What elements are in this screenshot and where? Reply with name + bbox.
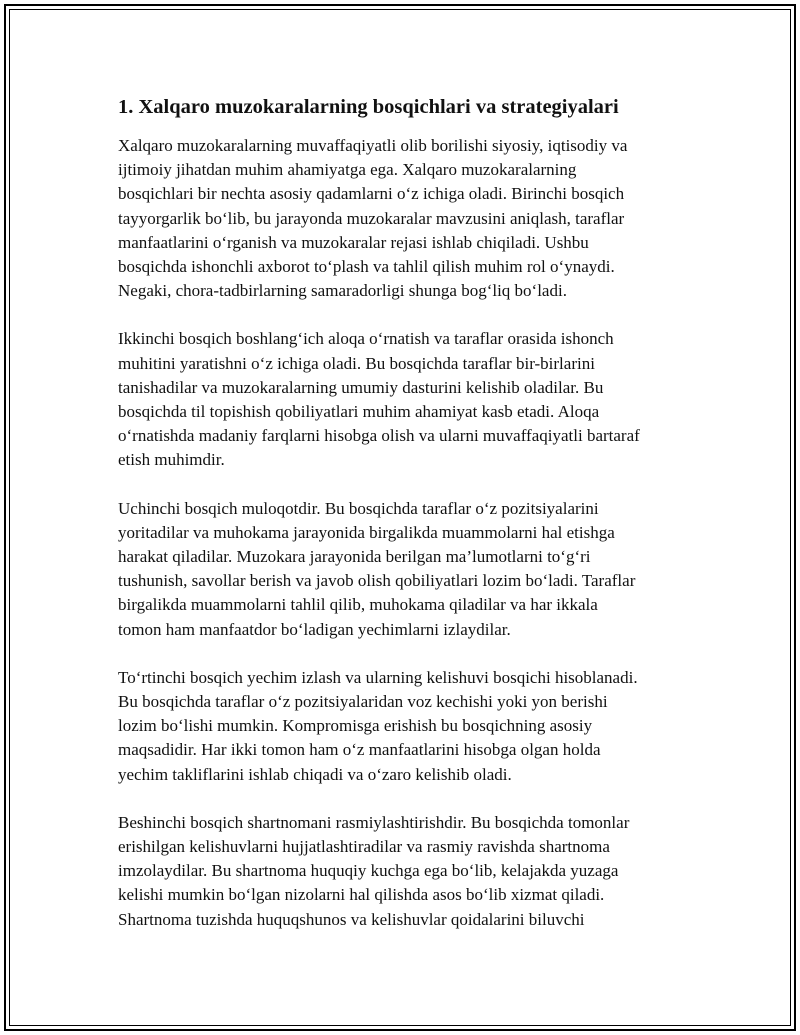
paragraph-line: Bu bosqichda taraflar o‘z pozitsiyalaridan voz kechishi yoki yon berishi <box>118 692 608 712</box>
paragraph-2 <box>118 327 698 472</box>
paragraphs-container <box>118 134 698 932</box>
paragraph-line: birgalikda muammolarni tahlil qilib, muhokama qiladilar va har ikkala <box>118 595 598 615</box>
paragraph-5 <box>118 811 698 932</box>
paragraph-line: etish muhimdir. <box>118 450 225 470</box>
paragraph-line: maqsadidir. Har ikki tomon ham o‘z manfaatlarini hisobga olgan holda <box>118 740 601 760</box>
paragraph-line: Beshinchi bosqich shartnomani rasmiylashtirishdir. Bu bosqichda tomonlar <box>118 812 630 832</box>
paragraph-line: Ikkinchi bosqich boshlang‘ich aloqa o‘rnatish va taraflar orasida ishonch <box>118 329 614 349</box>
paragraph-line: o‘rnatishda madaniy farqlarni hisobga olish va ularni muvaffaqiyatli bartaraf <box>118 426 640 446</box>
paragraph-line: Uchinchi bosqich muloqotdir. Bu bosqichda taraflar o‘z pozitsiyalarini <box>118 498 599 518</box>
paragraph-line: bosqichlari bir nechta asosiy qadamlarni o‘z ichiga oladi. Birinchi bosqich <box>118 184 625 204</box>
section-heading: 1. Xalqaro muzokaralarning bosqichlari va strategiyalari <box>118 96 619 118</box>
paragraph-line: manfaatlarini o‘rganish va muzokaralar rejasi ishlab chiqiladi. Ushbu <box>118 232 589 252</box>
paragraph-line: Negaki, chora-tadbirlarning samaradorligi shunga bog‘liq bo‘ladi. <box>118 281 567 301</box>
paragraph-line: erishilgan kelishuvlarni hujjatlashtiradilar va rasmiy ravishda shartnoma <box>118 837 610 857</box>
paragraph-line: imzolaydilar. Bu shartnoma huquqiy kuchga ega bo‘lib, kelajakda yuzaga <box>118 861 619 881</box>
paragraph-3 <box>118 497 698 642</box>
paragraph-line: tushunish, savollar berish va javob olish qobiliyatlari lozim bo‘ladi. Taraflar <box>118 571 636 591</box>
paragraph-line: Xalqaro muzokaralarning muvaffaqiyatli olib borilishi siyosiy, iqtisodiy va <box>118 136 628 155</box>
paragraph-line: harakat qiladilar. Muzokara jarayonida berilgan ma’lumotlarni to‘g‘ri <box>118 547 591 567</box>
paragraph-line: Shartnoma tuzishda huquqshunos va kelishuvlar qoidalarini biluvchi <box>118 909 585 929</box>
paragraph-line: bosqichda ishonchli axborot to‘plash va tahlil qilish muhim rol o‘ynaydi. <box>118 257 615 277</box>
paragraph-4 <box>118 666 698 787</box>
paragraph-1 <box>118 134 698 303</box>
paragraph-line: tayyorgarlik bo‘lib, bu jarayonda muzokaralar mavzusini aniqlash, taraflar <box>118 208 625 228</box>
paragraph-line: kelishi mumkin bo‘lgan nizolarni hal qilishda asos bo‘lib xizmat qiladi. <box>118 885 605 905</box>
paragraph-line: yoritadilar va muhokama jarayonida birgalikda muammolarni hal etishga <box>118 522 615 542</box>
paragraph-line: yechim takliflarini ishlab chiqadi va o‘zaro kelishib oladi. <box>118 764 512 784</box>
paragraph-line: muhitini yaratishni o‘z ichiga oladi. Bu bosqichda taraflar bir-birlarini <box>118 353 595 373</box>
paragraph-line: bosqichda til topishish qobiliyatlari muhim ahamiyat kasb etadi. Aloqa <box>118 402 600 422</box>
document-body <box>118 94 698 956</box>
paragraph-line: lozim bo‘lishi mumkin. Kompromisga erishish bu bosqichning asosiy <box>118 716 593 736</box>
paragraph-line: ijtimoiy jihatdan muhim ahamiyatga ega. Xalqaro muzokaralarning <box>118 160 577 180</box>
paragraph-line: To‘rtinchi bosqich yechim izlash va ularning kelishuvi bosqichi hisoblanadi. <box>118 667 638 687</box>
paragraph-line: tanishadilar va muzokaralarning umumiy dasturini kelishib oladilar. Bu <box>118 377 604 397</box>
paragraph-line: tomon ham manfaatdor bo‘ladigan yechimlarni izlaydilar. <box>118 619 511 639</box>
